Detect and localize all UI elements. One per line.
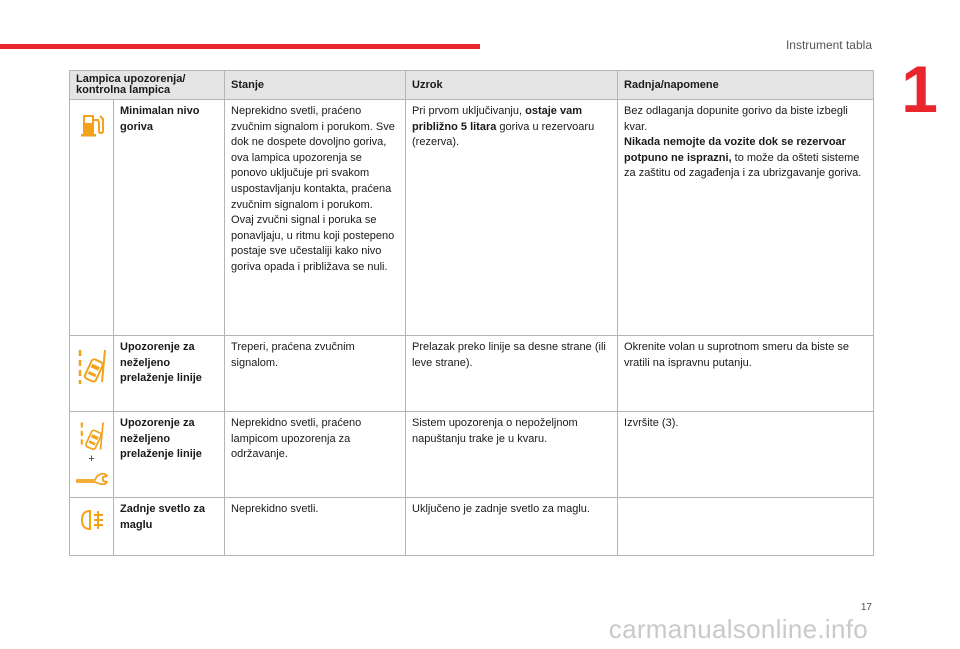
column-header-cause: Uzrok (406, 71, 618, 100)
row-state (225, 100, 406, 336)
chapter-number: 1 (901, 52, 938, 126)
state-text: Neprekidno svetli, praćeno zvučnim signalom i porukom. Sve dok ne dospete dovoljno goriva, ova lampica upozorenja se ponovo uključuje pri svakom uspostavljanju kontakta, praćena zvučnim signalom i porukom. (231, 105, 395, 211)
state-text-2: Ovaj zvučni signal i poruka se ponavljaju, u ritmu koji postepeno postaje sve učestaliji kako nivo goriva opada i približava se nuli. (231, 214, 395, 273)
action-text: Bez odlaganja dopunite gorivo da biste izbegli kvar. (624, 105, 848, 133)
row-cause: Prelazak preko linije sa desne strane (ili leve strane). (406, 336, 618, 412)
plus-sign: + (88, 453, 95, 465)
page-number: 17 (860, 602, 872, 613)
row-name: Upozorenje za neželjeno prelaženje linije (114, 336, 225, 412)
table-row (70, 412, 874, 498)
row-state: Treperi, praćena zvučnim signalom. (225, 336, 406, 412)
icon-cell (70, 100, 114, 336)
row-cause: Sistem upozorenja o nepoželjnom napuštanju trake je u kvaru. (406, 412, 618, 498)
wrench-service-icon (75, 465, 109, 485)
table-header-row (70, 71, 874, 100)
row-name: Minimalan nivo goriva (114, 100, 225, 336)
fuel-pump-icon (77, 110, 107, 140)
section-title: Instrument tabla (785, 38, 872, 52)
header-accent-bar (0, 44, 480, 49)
row-action: Izvršite (3). (618, 412, 874, 498)
row-cause (406, 100, 618, 336)
row-name: Zadnje svetlo za maglu (114, 498, 225, 556)
icon-cell (70, 498, 114, 556)
row-action: Okrenite volan u suprotnom smeru da biste se vratili na ispravnu putanju. (618, 336, 874, 412)
column-header-lamp: Lampica upozorenja/ kontrolna lampica (70, 71, 225, 100)
action-text-end: to može da ošteti sisteme za zaštitu od zagađenja i za ubrizgavanje goriva. (624, 151, 862, 180)
cause-text-end: goriva u rezervoaru (rezerva). (412, 120, 595, 149)
row-action (618, 100, 874, 336)
cause-text: Pri prvom uključivanju, (412, 105, 526, 117)
column-header-action: Radnja/napomene (618, 71, 874, 100)
row-state: Neprekidno svetli, praćeno lampicom upozorenja za održavanje. (225, 412, 406, 498)
watermark: carmanualsonline.info (608, 614, 868, 644)
cause-bold: ostaje vam približno 5 litara (412, 105, 582, 133)
row-cause: Uključeno je zadnje svetlo za maglu. (406, 498, 618, 556)
row-action (618, 498, 874, 556)
column-header-state: Stanje (225, 71, 406, 100)
lane-departure-icon (76, 346, 108, 386)
table-row (70, 336, 874, 412)
warning-lights-table (69, 70, 874, 556)
row-name: Upozorenje za neželjeno prelaženje linije (114, 412, 225, 498)
icon-cell (70, 336, 114, 412)
table-row (70, 100, 874, 336)
action-bold: Nikada nemojte da vozite dok se rezervoar potpuno ne isprazni, (624, 136, 846, 164)
rear-fog-light-icon (78, 508, 106, 532)
lane-departure-icon (77, 419, 107, 453)
table-row (70, 498, 874, 556)
row-state: Neprekidno svetli. (225, 498, 406, 556)
icon-cell (70, 412, 114, 498)
